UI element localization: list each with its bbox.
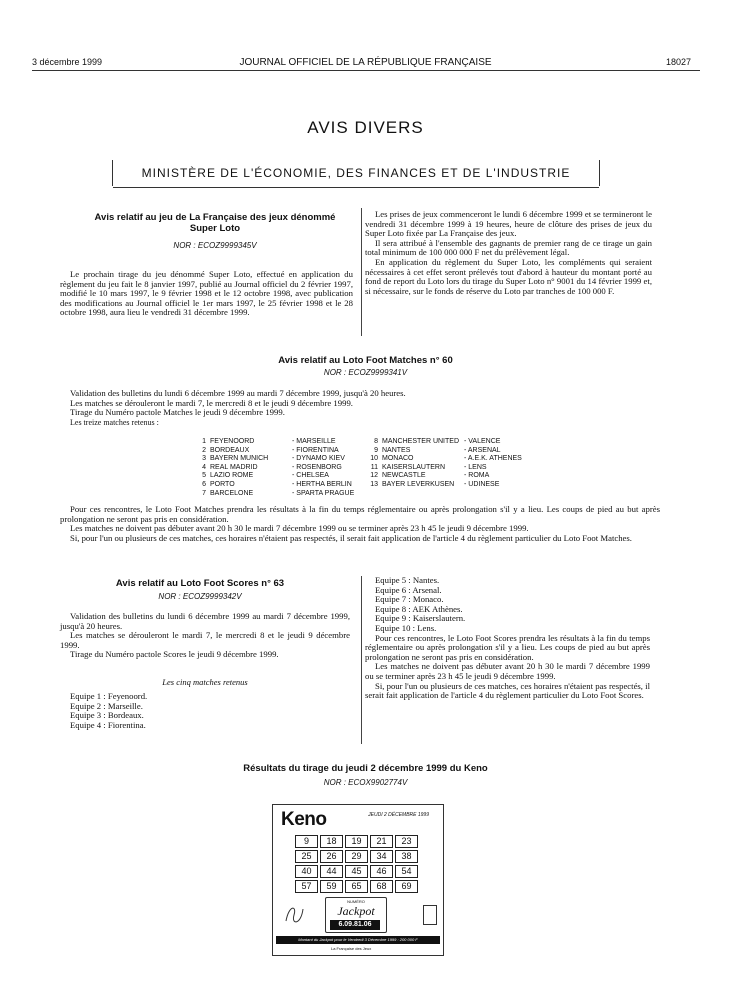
keno-number: 19 — [345, 835, 368, 848]
teams-left-list: Equipe 1 : Feyenoord. Equipe 2 : Marseille. Equipe 3 : Bordeaux. Equipe 4 : Fiorentina. — [70, 691, 148, 730]
match-number: 4 — [202, 463, 206, 471]
match-away-team: - FIORENTINA — [292, 446, 339, 454]
lotofoot-matches-title: Avis relatif au Loto Foot Matches n° 60 — [278, 355, 453, 366]
superloto-nor: NOR : ECOZ9999345V — [173, 241, 257, 250]
keno-number: 34 — [370, 850, 393, 863]
match-number: 13 — [370, 481, 378, 488]
keno-number: 59 — [320, 880, 343, 893]
match-away-team: - ROSENBORG — [292, 463, 342, 471]
match-row — [366, 455, 522, 464]
match-row — [194, 447, 339, 456]
keno-small-box — [423, 905, 437, 925]
match-home-team: MANCHESTER UNITED — [382, 438, 460, 445]
match-number: 5 — [202, 472, 206, 480]
section-title: AVIS DIVERS — [307, 118, 424, 137]
keno-date: JEUDI 2 DÉCEMBRE 1999 — [368, 812, 429, 818]
lotofoot-scores-left-text: Validation des bulletins du lundi 6 décembre 1999 au mardi 7 décembre 1999, jusqu'à 20 heures. Les matches se dérouleront le mardi 7, le mercredi 8 et le jeudi 9 décembre 1999. Tirage du Numéro pactole Scores le jeudi 9 décembre 1999. — [60, 611, 350, 660]
match-home-team: BAYER LEVERKUSEN — [382, 481, 455, 488]
ministry-banner — [112, 160, 600, 186]
retained-label: Les cinq matches retenus — [162, 677, 248, 687]
match-home-team: BARCELONE — [210, 489, 254, 497]
keno-number: 46 — [370, 865, 393, 878]
match-away-team: - LENS — [464, 463, 487, 471]
keno-number: 25 — [295, 850, 318, 863]
match-home-team: MONACO — [382, 455, 414, 463]
match-home-team: BORDEAUX — [210, 446, 250, 454]
keno-number: 54 — [395, 865, 418, 878]
match-row — [194, 481, 352, 490]
jackpot-amount-bar: Montant du Jackpot pour le Vendredi 3 Décembre 1999 : 200 000 F — [276, 936, 440, 944]
match-row — [366, 472, 489, 481]
match-number: 10 — [370, 455, 378, 463]
match-row — [366, 481, 499, 490]
keno-footer: La Française des Jeux — [331, 946, 372, 951]
match-number: 2 — [202, 446, 206, 454]
match-away-team: - VALENCE — [464, 438, 501, 445]
match-away-team: - ROMA — [464, 472, 490, 480]
signature-icon — [283, 901, 305, 927]
keno-number: 29 — [345, 850, 368, 863]
match-row — [194, 455, 345, 464]
header-page-number: 18027 — [666, 57, 692, 67]
superloto-left-text: Le prochain tirage du jeu dénommé Super Loto, effectué en application du règlement du jeu fait le 8 janvier 1997, publié au Journal officiel du 2 février 1997, modifié le 10 mars 1997, le 9 février 1998 et le 12 octobre 1998, avec publication des modifications au Journal officiel le 1er mars 1997, le 25 février 1998 et le 28 octobre 1998, aura lieu le vendredi 31 décembre 1999. — [60, 269, 353, 318]
keno-nor: NOR : ECOX9902774V — [323, 778, 408, 787]
column-divider — [361, 208, 362, 336]
column-divider — [361, 576, 362, 744]
match-row — [366, 464, 487, 473]
match-row — [366, 438, 500, 447]
jackpot-number: 6.09.81.06 — [330, 920, 380, 930]
match-away-team: - UDINESE — [464, 481, 500, 488]
keno-number: 69 — [395, 880, 418, 893]
lotofoot-scores-right-text: Equipe 5 : Nantes. Equipe 6 : Arsenal. Equipe 7 : Monaco. Equipe 8 : AEK Athènes. Equipe 9 : Kaiserslautern. Equipe 10 : Lens. Pour ces rencontres, le Loto Foot Scores prendra les résultats à la fin du temps réglementaire ou après prolongation s'il y a lieu. Les coups de pied au but après prolongation ne seront pas pris en considération. Les matches ne doivent pas débuter avant 20 h 30 le mardi 7 décembre 1999 ou se terminer après 23 h 45 le jeudi 9 décembre 1999. Si, pour l'un ou plusieurs de ces matches, ces horaires n'étaient pas respectés, il serait fait application de l'article 4 du règlement particulier du Loto Foot Scores. — [365, 575, 650, 701]
match-row — [366, 447, 501, 456]
match-away-team: - HERTHA BERLIN — [292, 481, 352, 488]
match-away-team: - SPARTA PRAGUE — [292, 489, 355, 497]
match-away-team: - MARSEILLE — [292, 438, 336, 445]
match-away-team: - DYNAMO KIEV — [292, 455, 345, 463]
match-number: 9 — [374, 446, 378, 454]
match-number: 8 — [374, 438, 378, 445]
match-number: 1 — [202, 438, 206, 445]
match-number: 6 — [202, 481, 206, 488]
header-rule — [32, 70, 700, 71]
match-home-team: PORTO — [210, 481, 235, 488]
keno-number: 26 — [320, 850, 343, 863]
lotofoot-scores-title: Avis relatif au Loto Foot Scores n° 63 — [115, 578, 285, 589]
header-journal: JOURNAL OFFICIEL DE LA RÉPUBLIQUE FRANÇAISE — [239, 57, 492, 68]
match-home-team: KAISERSLAUTERN — [382, 463, 446, 471]
match-home-team: NANTES — [382, 446, 411, 454]
keno-logo: Keno — [281, 809, 327, 830]
match-home-team: LAZIO ROME — [210, 472, 254, 480]
keno-number: 40 — [295, 865, 318, 878]
header-date: 3 décembre 1999 — [32, 57, 103, 67]
keno-number: 23 — [395, 835, 418, 848]
keno-number: 18 — [320, 835, 343, 848]
keno-number: 44 — [320, 865, 343, 878]
lotofoot-matches-rules: Pour ces rencontres, le Loto Foot Matches prendra les résultats à la fin du temps réglementaire ou après prolongation s'il y a lieu. Les coups de pied au but après prolongation ne seront pas pris en considération. Les matches ne doivent pas débuter avant 20 h 30 le mardi 7 décembre 1999 ou se terminer après 23 h 45 le jeudi 9 décembre 1999. Si, pour l'un ou plusieurs de ces matches, ces horaires n'étaient pas respectés, il serait fait application de l'article 4 du règlement particulier du Loto Foot Matches. — [60, 504, 660, 543]
match-number: 3 — [202, 455, 206, 463]
match-home-team: FEYENOORD — [210, 438, 255, 445]
match-row — [194, 464, 342, 473]
keno-number: 57 — [295, 880, 318, 893]
match-home-team: REAL MADRID — [210, 463, 258, 471]
keno-number: 68 — [370, 880, 393, 893]
match-number: 12 — [370, 472, 378, 480]
match-row — [194, 438, 336, 447]
keno-title: Résultats du tirage du jeudi 2 décembre 1999 du Keno — [243, 763, 488, 774]
jackpot-word: Jackpot — [337, 904, 375, 918]
match-row — [194, 472, 329, 481]
keno-number: 9 — [295, 835, 318, 848]
ministry-name: MINISTÈRE DE L'ÉCONOMIE, DES FINANCES ET DE L'INDUSTRIE — [141, 166, 571, 180]
superloto-right-text: Les prises de jeux commenceront le lundi 6 décembre 1999 et se termineront le vendredi 31 décembre 1999 à 19 heures, heure de clôture des prises de jeux du Super Loto fixée par La Française des jeux. Il sera attribué à l'ensemble des gagnants de premier rang de ce tirage un gain total minimum de 100 000 000 F net du prélèvement légal. En application du règlement du Super Loto, les compléments qui seraient nécessaires à cet effet seront prélevés tout d'abord à hauteur du montant porté au fond de report du Loto lors du tirage du Super Loto n° 9001 du 14 février 1999 et, si nécessaire, sur le fonds de réserve du Loto par tranches de 100 000 F. — [365, 209, 652, 296]
match-number: 11 — [370, 463, 378, 471]
superloto-title: Avis relatif au jeu de La Française des jeux dénommé Super Loto — [94, 212, 336, 234]
lotofoot-scores-nor: NOR : ECOZ9999342V — [158, 592, 242, 601]
lotofoot-matches-nor: NOR : ECOZ9999341V — [323, 368, 408, 377]
match-away-team: - ARSENAL — [464, 446, 501, 454]
match-home-team: NEWCASTLE — [382, 472, 426, 480]
jackpot-box: NUMÉRO Jackpot 6.09.81.06 — [325, 897, 387, 933]
match-away-team: - A.E.K. ATHENES — [464, 455, 522, 463]
keno-number: 38 — [395, 850, 418, 863]
match-home-team: BAYERN MUNICH — [210, 455, 269, 463]
match-row — [194, 490, 354, 499]
match-away-team: - CHELSEA — [292, 472, 329, 480]
lotofoot-matches-intro: Validation des bulletins du lundi 6 décembre 1999 au mardi 7 décembre 1999, jusqu'à 20 heures. Les matches se dérouleront le mardi 7, le mercredi 8 et le jeudi 9 décembre 1999. Tirage du Numéro pactole Matches le jeudi 9 décembre 1999. Les treize matches retenus : — [70, 388, 406, 427]
keno-number: 21 — [370, 835, 393, 848]
keno-number-grid — [295, 835, 418, 893]
keno-results-card — [272, 804, 444, 956]
keno-number: 65 — [345, 880, 368, 893]
match-number: 7 — [202, 489, 206, 497]
keno-number: 45 — [345, 865, 368, 878]
